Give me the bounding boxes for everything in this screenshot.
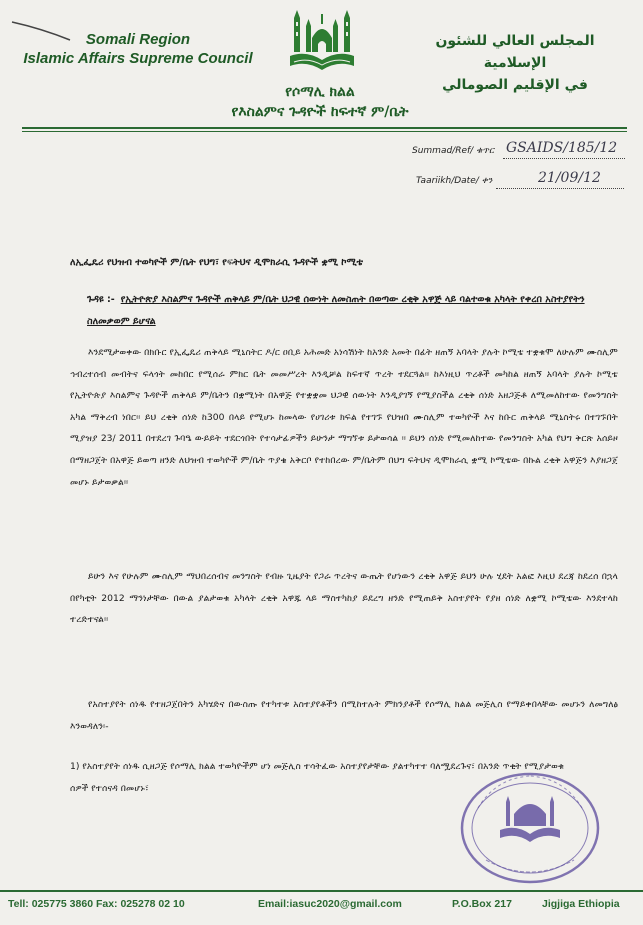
body-paragraph-2: ይሁን እና የሁሉም ሙስሊም ማህበረሰብና መንግስት የብዙ ጊዜያት የጋራ ጥረትና ውጤት የሆነውን ረቂቅ አዋጅ ይህን ሁሉ ሂደት አልፎ እዚህ ደረጃ ከደረሰ በኋላ በየካቲት 2012 ማንነታቸው በውል ያልታወቁ አካላት ረቂቅ አዋጁ ላይ ማስተካከያ ይደረግ ዘንድ የሚጠይቅ አስተያየት የያዘ ሰነድ ለቋሚ ኮሚቴው እንደተላከ ተረድተናል፡፡ (70, 571, 618, 626)
org-name-english (13, 30, 263, 68)
subject-label: ጉዳዩ :- (87, 294, 115, 305)
ref-underline (503, 158, 625, 159)
official-stamp-icon (456, 768, 604, 888)
org-ar-line2: في الإقليم الصومالي (442, 77, 588, 93)
header-rule-top (22, 127, 627, 129)
footer-phone-fax: Tell: 025775 3860 Fax: 025278 02 10 (8, 898, 185, 910)
body-paragraph-1: እንደሚታወቀው በክቡር የኢፌዴሪ ጠቅላይ ሚኒስትር ዶ/ር ዐቢይ አሕመድ አነሳሽነት ከአንድ አመት በፊት ዘጠኝ አባላት ያሉት ኮሚቴ ተቋቁሞ ለሁሉም ሙስሊም ኅብረተሰብ መብትና ፍላጎት መከበር የሚሰራ ምክር ቤት መመሥረት እንዲቻል ከፍተኛ ጥረት ተደርጓል፡፡ ከእነዚህ ጥረቶች መካከል ዘጠኝ አባላት ያሉት ኮሚቴ የኢትዮጵያ እስልምና ጉዳዮች ጠቅላይ ም/ቤትን በቋሚነት በአዋጅ የተቋቋመ ህጋዊ ሰውነት እንዲያገኝ የሚያስችል ረቂቅ ሰነድ አዘጋጅቶ ለሚመለከተው የመንግስት አካል ማቅረብ ነበር፡፡ ይህ ረቂቅ ሰነድ ከ300 በላይ የሚሆኑ ከመላው የሀገሪቱ ክፍል የተገኙ የህዝበ ሙስሊም ተወካዮች እና ከቡር ጠቅላይ ሚኒስትሩ በተገኙበት ሚያዝያ 23/ 2011 በተደረገ ጉባዔ ውይይት ተደርጎበት የተሳታፊዎችን ይሁንታ ማግኘቱ ይታወሳል ፡፡ ይህን ሰነድ የሚመለከተው የመንግስት አካል የህግ ቅርጽ አሰይዞ በማዘጋጀት በአዋጅ ይወጣ ዘንድ ለህዝብ ተወካዮች ም/ቤት ጥያቄ አቅርቦ የተከበረው ም/ቤትም በህግ ፍትህና ዲሞክራሲ ቋሚ ኮሚቴው በኩል ረቂቅ አዋጅን እያዘጋጀ መሆኑ ይታወቃል፡፡ (70, 347, 618, 488)
org-en-line1: Somali Region (85, 31, 191, 48)
council-logo-icon (286, 8, 358, 84)
body-paragraph-3: የአስተያየት ሰነዱ የተዘጋጀበትን አካሄድና በውስጡ የተካተቱ አስተያየቶችን በሚከተሉት ምክንያቶች የሶማሊ ክልል መጅሊስ የማይቀበላቸው መሆኑን ለመግለፅ እንወዳለን፡- (70, 699, 618, 732)
date-value: 21/09/12 (538, 170, 601, 186)
org-ar-line1: المجلس العالي للشئون الإسلامية (435, 33, 595, 71)
footer-email: Email:iasuc2020@gmail.com (258, 898, 402, 910)
footer-city: Jigjiga Ethiopia (542, 898, 620, 910)
list-item-1: 1) የአስተያየት ሰነዱ ሲዘጋጅ የሶማሊ ክልል ተወካዮችም ሆነ መጅሊስ ተሳትፈው አስተያየታቸው ያልተካተተ ባለሟደረጉና፣ በአንድ ጥቂት የሚያታወቁ ሰዎች የተሰናዳ በመሆኑ፣ (70, 761, 565, 794)
ref-label: Summad/Ref/ ቁጥር (412, 146, 495, 156)
ref-value: GSAIDS/185/12 (506, 140, 618, 156)
org-en-line2: Islamic Affairs Supreme Council (23, 50, 253, 67)
footer-rule (0, 890, 643, 892)
subject-line (87, 289, 599, 333)
date-underline (496, 188, 624, 189)
header-rule-bottom (22, 131, 627, 132)
org-am-line1: የሶማሊ ክልል (285, 84, 355, 100)
date-label: Taariikh/Date/ ቀን (416, 176, 493, 186)
footer-pobox: P.O.Box 217 (452, 898, 512, 910)
addressee: ለኢፌዴሪ የህዝብ ተወካዮች ም/ቤት የህግ፣ የፍትህና ዲሞክራሲ ጉዳዮች ቋሚ ኮሚቴ (70, 257, 363, 268)
org-am-line2: የእስልምና ጉዳዮች ከፍተኛ ም/ቤት (231, 104, 409, 120)
subject-text: የኢትዮጵያ እስልምና ጉዳዮች ጠቅላይ ም/ቤት ህጋዊ ሰውነት ለመስጠት በወጣው ረቂቅ አዋጅ ላይ ባልተወቁ አካላት የቀረበ አስተያየትን ስለመቃወም ይሆናል (87, 294, 585, 327)
